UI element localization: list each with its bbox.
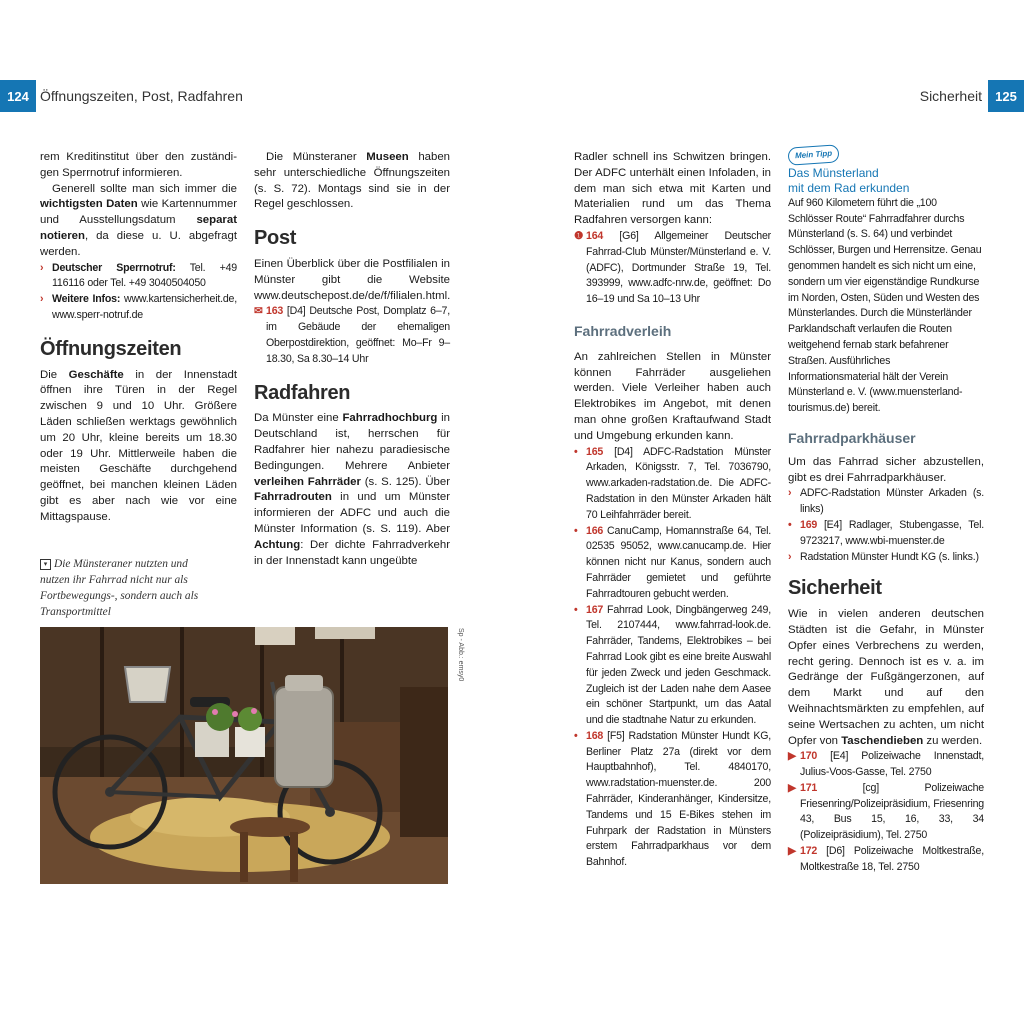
tipp-body: Auf 960 Kilometern führt die „100 Schlösser Route“ Fahrradfahrer durchs Münsterland (s. S. 64) und verbindet Schlösser, Burgen und Herrensitze. Genau genommen handelt es sich nicht um eine, sondern um vier eigenständige Rundkurse im Norden, Osten, Süden und Westen des Münsterlandes. Durch die Münsterländer Parklandschaft verlaufen die Routen weitgehend fernab stark befahrener Straßen. Ausführliches Informationsmaterial hält der Verein Münsterland e. V. (www.muensterland-tourismus.de) bereit. bbox=[788, 196, 982, 415]
mein-tipp-badge: Mein Tipp bbox=[787, 144, 839, 165]
right-column-1 bbox=[574, 150, 771, 871]
radfahren-paragraph: Da Münster eine Fahrradhochburg in Deutschland ist, herrschen für Radfahrer hier nahezu paradiesische Bedingungen. Mehrere Anbieter verleihen Fahrräder (s. S. 125). Über Fahrradrouten in und um Münster informieren der ADFC und auch die Münster Information (s. S. 119). Aber Achtung: Der dichte Fahrradverkehr in der Innenstadt kann ungeübte bbox=[254, 412, 451, 567]
bike-rental-icon: • bbox=[574, 603, 578, 616]
bike-rental-icon: • bbox=[574, 524, 578, 537]
entry-172: ▶ 172 [D6] Polizeiwache Moltkestraße, Moltkestraße 18, Tel. 2750 bbox=[788, 845, 984, 873]
police-icon: ▶ bbox=[788, 781, 796, 794]
left-column-2 bbox=[254, 150, 450, 569]
photo-caption: ▾ Die Münsteraner nutzten und nutzen ihr Fahrrad nicht nur als Fortbewegungs-, sondern auch als Transportmittel bbox=[40, 557, 199, 618]
right-page-number: 125 bbox=[988, 80, 1024, 112]
right-running-head: Sicherheit bbox=[919, 88, 982, 104]
adfc-intro-paragraph: Radler schnell ins Schwitzen bringen. Der ADFC unterhält einen Infoladen, in dem man sich etwa mit Karten und Materialien rund um das Thema Radfahren versorgen kann: bbox=[574, 151, 771, 227]
police-icon: ▶ bbox=[788, 845, 796, 858]
data-advice-paragraph: Generell sollte man sich immer die wichtigsten Daten wie Kartennummer und Ausstellungsdatum separat notieren, da diese u. U. abgefragt werden. bbox=[40, 182, 238, 258]
entry-166: • 166 CanuCamp, Homannstraße 64, Tel. 02535 95052, www.canucamp.de. Hier können nicht nur Kanus, sondern auch Fahrräder gemietet und geführte Fahrradtouren gebucht werden. bbox=[574, 524, 771, 600]
photo-credit: Sp - Abb.: emsy0 bbox=[457, 628, 464, 682]
post-paragraph: Einen Überblick über die Postfilialen in Münster gibt die Website www.deutschepost.de/de/f/filialen.html. bbox=[254, 257, 451, 302]
heading-oeffnungszeiten: Öffnungszeiten bbox=[40, 337, 182, 360]
arrow-bullet-icon: › bbox=[788, 487, 792, 500]
entry-169: • 169 [E4] Radlager, Stubengasse, Tel. 9723217, www.wbi-muenster.de bbox=[788, 518, 984, 547]
entry-170: ▶ 170 [E4] Polizeiwache Innenstadt, Julius-Voos-Gasse, Tel. 2750 bbox=[788, 750, 984, 779]
parkhaus-item-1: › ADFC-Radstation Münster Arkaden (s. links) bbox=[788, 487, 984, 516]
bullet-sperrnotruf: › Deutscher Sperrnotruf: Tel. +49 116116 oder Tel. +49 3040504050 bbox=[40, 261, 237, 290]
heading-radfahren: Radfahren bbox=[254, 381, 351, 404]
bullet-weitere-infos: › Weitere Infos: www.kartensicherheit.de, www.sperr-notruf.de bbox=[40, 293, 237, 321]
bicycle-illustration bbox=[40, 627, 448, 884]
sicherheit-paragraph: Wie in vielen anderen deutschen Städten ist die Gefahr, in Münster Opfer eines Verbrechens zu werden, recht gering. Dennoch ist es v. a. im Gedränge der Fußgängerzonen, auf dem Markt und auf den Weihnachtsmärkten zu empfehlen, auf seine Wertsachen zu achten, um nicht Opfer von Taschendieben zu werden. bbox=[788, 608, 984, 747]
shops-paragraph: Die Geschäfte in der Innenstadt öffnen ihre Türen in der Regel zwischen 9 und 10 Uhr. Größere Läden schließen werktags gewöhnlich um 20 Uhr, kleine bereits um 18.30 oder 19 Uhr. Mittlerweile haben die meisten Geschäfte durchgehend geöffnet, bei manchen kleinen Läden gibt es aber nach wie vor eine Mittagspause. bbox=[40, 368, 237, 523]
arrow-bullet-icon: › bbox=[788, 550, 792, 563]
left-column-1 bbox=[40, 150, 237, 620]
bike-rental-icon: • bbox=[574, 445, 578, 458]
mein-tipp-box bbox=[788, 146, 984, 417]
intro-text: rem Kreditinstitut über den zuständi- bbox=[40, 151, 237, 163]
entry-171: ▶ 171 [cg] Polizeiwache Friesenring/Polizeipräsidium, Friesenring 43, Bus 15, 16, 33, 34 (Polizeipräsidium), Tel. 2750 bbox=[788, 781, 984, 842]
entry-164: ❶ 164 [G6] Allgemeiner Deutscher Fahrrad-Club Münster/Münsterland e. V. (ADFC), Dortmunder Straße 19, Tel. 393999, www.adfc-nrw.de, geöffnet: Do 16–19 und Sa 10–13 Uhr bbox=[574, 229, 771, 306]
entry-168: • 168 [F5] Radstation Münster Hundt KG, Berliner Platz 27a (direkt vor dem Hauptbahnhof), Tel. 4840170, www.radstation-muenster.de. 200 Fahrräder, Kinderanhänger, Kindersitze, Tandems und 15 E-Bikes stehen im Fuhrpark der Radstation in Münsters erstem Fahrradparkhaus vor dem Bahnhof. bbox=[574, 729, 771, 869]
left-running-head: Öffnungszeiten, Post, Radfahren bbox=[40, 88, 243, 104]
bike-parking-icon: • bbox=[788, 518, 792, 531]
entry-165: • 165 [D4] ADFC-Radstation Münster Arkaden, Königsstr. 7, Tel. 7036790, www.arkaden-radstation.de. Die ADFC-Radstation in den Münster Arkaden hält 70 Leihfahrräder bereit. bbox=[574, 445, 771, 521]
left-page-number: 124 bbox=[0, 80, 36, 112]
tipp-title: Das Münsterland mit dem Rad erkunden bbox=[788, 165, 910, 195]
verleih-paragraph: An zahlreichen Stellen in Münster können Fahrräder ausgeliehen werden. Viele Verleiher haben auch Elektrobikes im Angebot, mit denen man ohne großen Kraftaufwand Stadt und Umgebung erkunden kann. bbox=[574, 350, 771, 442]
heading-post: Post bbox=[254, 227, 297, 250]
right-column-2 bbox=[788, 146, 984, 876]
intro-text-2: gen Sperrnotruf informieren. bbox=[40, 166, 183, 179]
police-icon: ▶ bbox=[788, 750, 796, 763]
heading-sicherheit: Sicherheit bbox=[788, 577, 882, 600]
caption-arrow-icon: ▾ bbox=[40, 559, 51, 570]
heading-fahrradverleih: Fahrradverleih bbox=[574, 322, 672, 339]
entry-167: • 167 Fahrrad Look, Dingbängerweg 249, Tel. 2107444, www.fahrrad-look.de. Fahrräder, Tandems, Elektrobikes – bei Fahrrad Look gibt es eine breite Auswahl für jeden Zweck und jeden Geschmack. Zugleich ist der Laden nahe dem Aasee ein schöner Startpunkt, um das Aatal und die stadtnahe Natur zu erkunden. bbox=[574, 603, 771, 727]
bicycle-photo bbox=[40, 627, 448, 884]
info-icon: ❶ bbox=[574, 229, 584, 242]
museums-paragraph: Die Münsteraner Museen haben sehr unterschiedliche Öffnungszeiten (s. S. 72). Montags sind sie in der Regel geschlossen. bbox=[254, 151, 450, 211]
heading-fahrradparkhaeuser: Fahrradparkhäuser bbox=[788, 429, 916, 446]
parkhaus-paragraph: Um das Fahrrad sicher abzustellen, gibt es drei Fahrradparkhäuser. bbox=[788, 455, 984, 484]
envelope-icon: ✉ bbox=[254, 305, 263, 318]
bike-rental-icon: • bbox=[574, 729, 578, 742]
arrow-bullet-icon: › bbox=[40, 261, 44, 274]
arrow-bullet-icon: › bbox=[40, 293, 44, 306]
parkhaus-item-3: › Radstation Münster Hundt KG (s. links.) bbox=[788, 550, 984, 566]
entry-163: ✉ 163 [D4] Deutsche Post, Domplatz 6–7, im Gebäude der ehemaligen Oberpostdirektion, geöffnet: Mo–Fr 9–18.30, Sa 8.30–14 Uhr bbox=[254, 305, 450, 365]
